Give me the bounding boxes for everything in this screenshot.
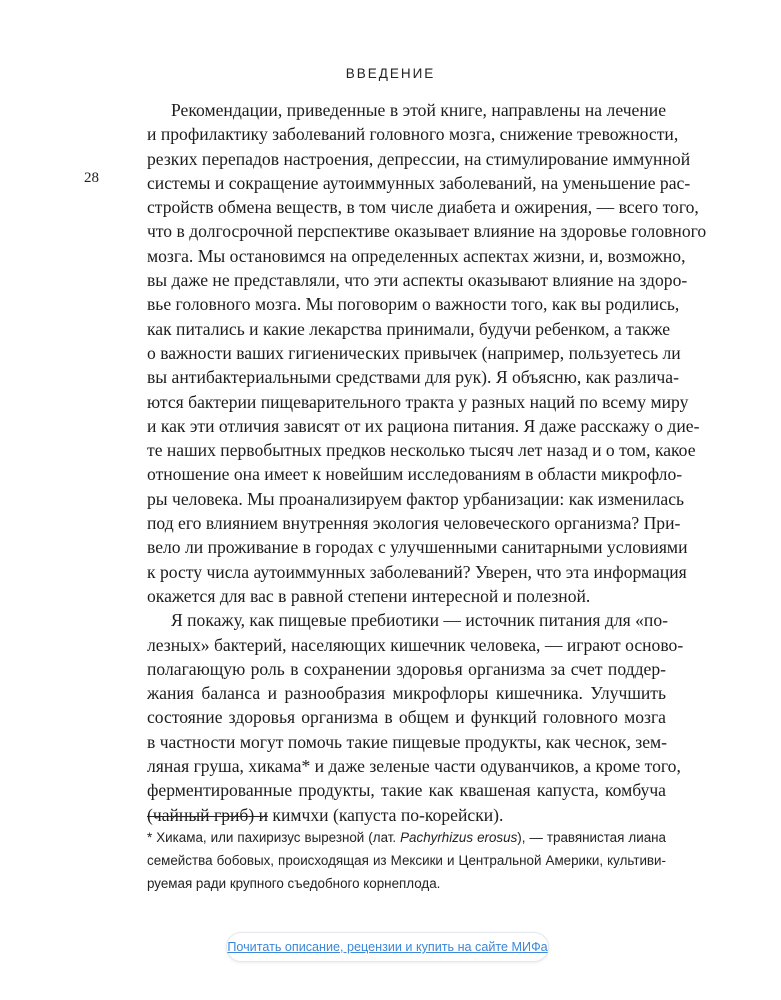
- body-line: ются бактерии пищеварительного тракта у разных наций по всему миру: [147, 391, 689, 412]
- body-line: и как эти отличия зависят от их рациона питания. Я даже расскажу о дие-: [147, 415, 700, 436]
- body-line: мозга. Мы остановимся на определенных аспектах жизни, и, возможно,: [147, 245, 686, 266]
- footnote-divider: [147, 816, 268, 817]
- body-line: (чайный гриб) и кимчхи (капуста по-корейски).: [147, 804, 504, 825]
- footnote-text: ), — травянистая лиана: [517, 830, 666, 845]
- chapter-header: ВВЕДЕНИЕ: [345, 66, 436, 81]
- body-line: полагающую роль в сохранении здоровья организма за счет поддер-: [147, 658, 666, 679]
- body-line: резких перепадов настроения, депрессии, на стимулирование иммунной: [147, 148, 691, 169]
- body-line: жания баланса и разнообразия микрофлоры кишечника. Улучшить: [147, 683, 666, 704]
- footnote: [147, 826, 666, 895]
- body-line: вы антибактериальными средствами для рук). Я объясню, как различа-: [147, 367, 679, 388]
- body-line: системы и сокращение аутоиммунных заболеваний, на уменьшение рас-: [147, 172, 691, 193]
- mif-site-link[interactable]: Почитать описание, рецензии и купить на сайте МИФа: [226, 932, 549, 962]
- body-line: Я покажу, как пищевые пребиотики — источник питания для «по-: [171, 610, 668, 631]
- body-text: [147, 98, 707, 827]
- body-line: и профилактику заболеваний головного мозга, снижение тревожности,: [147, 124, 679, 145]
- body-line: Рекомендации, приведенные в этой книге, направлены на лечение: [171, 100, 666, 120]
- body-line: как питались и какие лекарства принимали, будучи ребенком, а также: [147, 318, 671, 339]
- footnote-line: [147, 826, 666, 849]
- footnote-line: семейства бобовых, происходящая из Мексики и Центральной Америки, культиви-: [147, 853, 666, 868]
- body-line: к росту числа аутоиммунных заболеваний? Уверен, что эта информация: [147, 561, 687, 582]
- body-line: состояние здоровья организма в общем и функций головного мозга: [147, 707, 666, 728]
- footnote-text: * Хикама, или пахиризус вырезной (лат.: [147, 830, 401, 845]
- body-line: в частности могут помочь такие пищевые продукты, как чеснок, зем-: [147, 731, 668, 752]
- page-number: 28: [84, 170, 99, 186]
- body-line: вье головного мозга. Мы поговорим о важности того, как вы родились,: [147, 294, 680, 315]
- body-line: что в долгосрочной перспективе оказывает влияние на здоровье головного: [147, 221, 707, 242]
- body-line: те наших первобытных предков несколько тысяч лет назад и о том, какое: [147, 440, 696, 461]
- body-line: вело ли проживание в городах с улучшенными санитарными условиями: [147, 537, 688, 558]
- footnote-latin-name: Pachyrhizus erosus: [400, 830, 518, 845]
- body-line: ляная груша, хикама* и даже зеленые части одуванчиков, а кроме того,: [147, 756, 681, 777]
- body-line: ры человека. Мы проанализируем фактор урбанизации: как изменилась: [147, 488, 685, 509]
- body-line: ферментированные продукты, такие как квашеная капуста, комбуча: [147, 780, 666, 801]
- footnote-line: руемая ради крупного съедобного корнеплода.: [147, 876, 441, 891]
- body-line: под его влиянием внутренняя экология человеческого организма? При-: [147, 513, 681, 534]
- body-line: вы даже не представляли, что эти аспекты оказывают влияние на здоро-: [147, 270, 688, 291]
- body-line: окажется для вас в равной степени интересной и полезной.: [147, 585, 591, 606]
- body-line: лезных» бактерий, населяющих кишечник человека, — играют осново-: [147, 634, 684, 655]
- body-line: стройств обмена веществ, в том числе диабета и ожирения, — всего того,: [147, 197, 699, 218]
- body-line: отношение она имеет к новейшим исследованиям в области микрофло-: [147, 464, 683, 485]
- body-line: о важности ваших гигиенических привычек (например, пользуетесь ли: [147, 342, 681, 363]
